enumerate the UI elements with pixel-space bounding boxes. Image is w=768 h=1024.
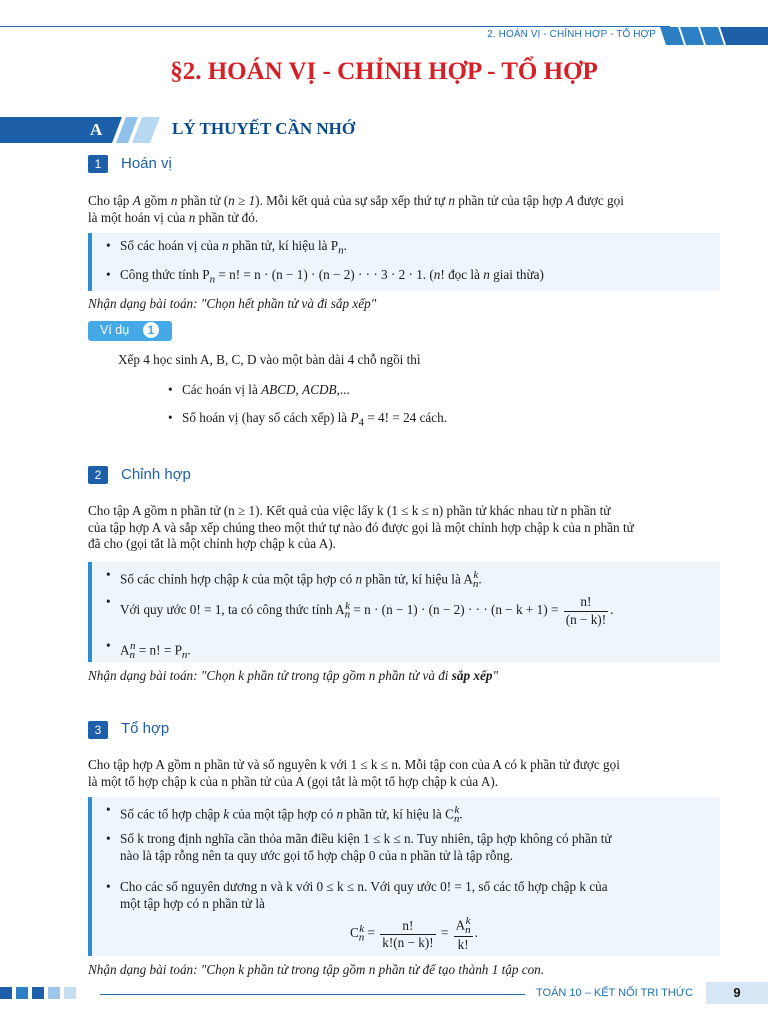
running-title: 2. HOÁN VỊ - CHỈNH HỢP - TỔ HỢP: [487, 29, 656, 40]
arrangement-definition: Cho tập A gồm n phần tử (n ≥ 1). Kết quả của việc lấy k (1 ≤ k ≤ n) phần tử khác nhau từ n phần tử của tập hợp A và sắp xếp chúng theo một thứ tự nào đó được gọi là một chỉnh hợp chập k của n phần tử đã cho (gọi tắt là một chỉnh hợp chập k của A).: [88, 503, 634, 551]
footer-rule: [100, 994, 525, 995]
bullet-item: • Số k trong định nghĩa cần thỏa mãn điều kiện 1 ≤ k ≤ n. Tuy nhiên, tập hợp không có phần tử nào là tập rỗng nên ta quy ước gọi tổ hợp chập 0 của n phần tử là tập rỗng.: [120, 831, 710, 864]
permutation-definition: Cho tập A gồm n phần tử (n ≥ 1). Mỗi kết quả của sự sắp xếp thứ tự n phần tử của tập hợp A được gọi là một hoán vị của n phần tử đó.: [88, 193, 624, 225]
page-title: §2. HOÁN VỊ - CHỈNH HỢP - TỔ HỢP: [170, 58, 598, 85]
example-statement: Xếp 4 học sinh A, B, C, D vào một bàn dài 4 chỗ ngồi thì: [118, 352, 421, 367]
section-title: LÝ THUYẾT CẦN NHỚ: [172, 119, 356, 138]
fraction: $\frac{A_n^k}{k!}$: [455, 915, 471, 953]
combination-box: [88, 797, 720, 956]
subsection-number: 3: [88, 721, 108, 739]
footer-square: [0, 987, 12, 999]
example-number: 1: [143, 322, 159, 338]
bullet-item: • Số các chỉnh hợp chập k của một tập hợp có n phần tử, kí hiệu là $A_n^k$.: [120, 567, 482, 593]
header-rule: [0, 26, 670, 27]
fraction: $\frac{n!}{(n - k)!}$: [565, 594, 607, 627]
subsection-title: Chỉnh hợp: [121, 466, 191, 483]
example-bullets: [154, 382, 674, 399]
subsection-number: 1: [88, 155, 108, 173]
section-a-banner: [0, 117, 160, 143]
bullet-item: • Công thức tính $P_n = n$! = n · (n − 1) · (n − 2) · · · 3 · 2 · 1. (n! đọc là n giai thừa): [120, 267, 544, 288]
combination-formula: $C_n^k$ = $\frac{n!}{k!(n - k)!}$ = $\frac{A_n^k}{k!}$ .: [350, 915, 478, 953]
bullet-item: • Với quy ước 0! = 1, ta có công thức tính $A_n^k = n \cdot (n - 1) \cdot (n - 2)$ · · · (n − k + 1) = $\frac{n!}{(n - k)!}$ .: [120, 594, 613, 628]
subsection-number: 2: [88, 466, 108, 484]
footer-square: [64, 987, 76, 999]
page-number: 9: [706, 982, 768, 1004]
combination-definition: Cho tập hợp A gồm n phần tử và số nguyên k với 1 ≤ k ≤ n. Mỗi tập con của A có k phần tử được gọi là một tổ hợp chập k của n phần tử của A (gọi tắt là một tổ hợp chập k của A).: [88, 757, 620, 789]
header-stripes: [660, 27, 768, 45]
bullet-item: • Cho các số nguyên dương n và k với 0 ≤ k ≤ n. Với quy ước 0! = 1, số các tổ hợp chập k của một tập hợp có n phần tử là: [120, 879, 710, 912]
bullet-item: • $A_n^n = n$! = $P_n$.: [120, 638, 191, 664]
footer-square: [48, 987, 60, 999]
example-bullets-2: [154, 410, 674, 431]
arrangement-box: [88, 562, 720, 662]
permutation-box: [88, 233, 720, 291]
book-title: TOÁN 10 – KẾT NỐI TRI THỨC: [536, 987, 694, 999]
footer-square: [16, 987, 28, 999]
bullet-item: • Các hoán vị là ABCD, ACDB,...: [182, 382, 702, 399]
example-text: Ví dụ: [100, 323, 130, 337]
footer-square: [32, 987, 44, 999]
bullet-item: • Số các tổ hợp chập k của một tập hợp có n phần tử, kí hiệu là $C_n^k$.: [120, 802, 463, 828]
subsection-title: Tổ hợp: [121, 720, 170, 737]
recognition-note: Nhận dạng bài toán: "Chọn hết phần tử và đi sắp xếp": [88, 296, 377, 311]
section-letter: A: [90, 120, 103, 139]
subsection-title: Hoán vị: [121, 155, 172, 172]
example-label: [88, 321, 172, 341]
recognition-note: Nhận dạng bài toán: "Chọn k phần tử trong tập gồm n phần tử và đi sắp xếp": [88, 668, 498, 683]
bullet-item: • Số các hoán vị của n phần tử, kí hiệu là $P_n$.: [120, 238, 347, 259]
fraction: $\frac{n!}{k!(n - k)!}$: [382, 917, 434, 950]
recognition-note: Nhận dạng bài toán: "Chọn k phần tử trong tập gồm n phần tử để tạo thành 1 tập con.: [88, 962, 545, 977]
bullet-item: • Số hoán vị (hay số cách xếp) là $P_4 = 4$! = 24 cách.: [182, 410, 702, 431]
